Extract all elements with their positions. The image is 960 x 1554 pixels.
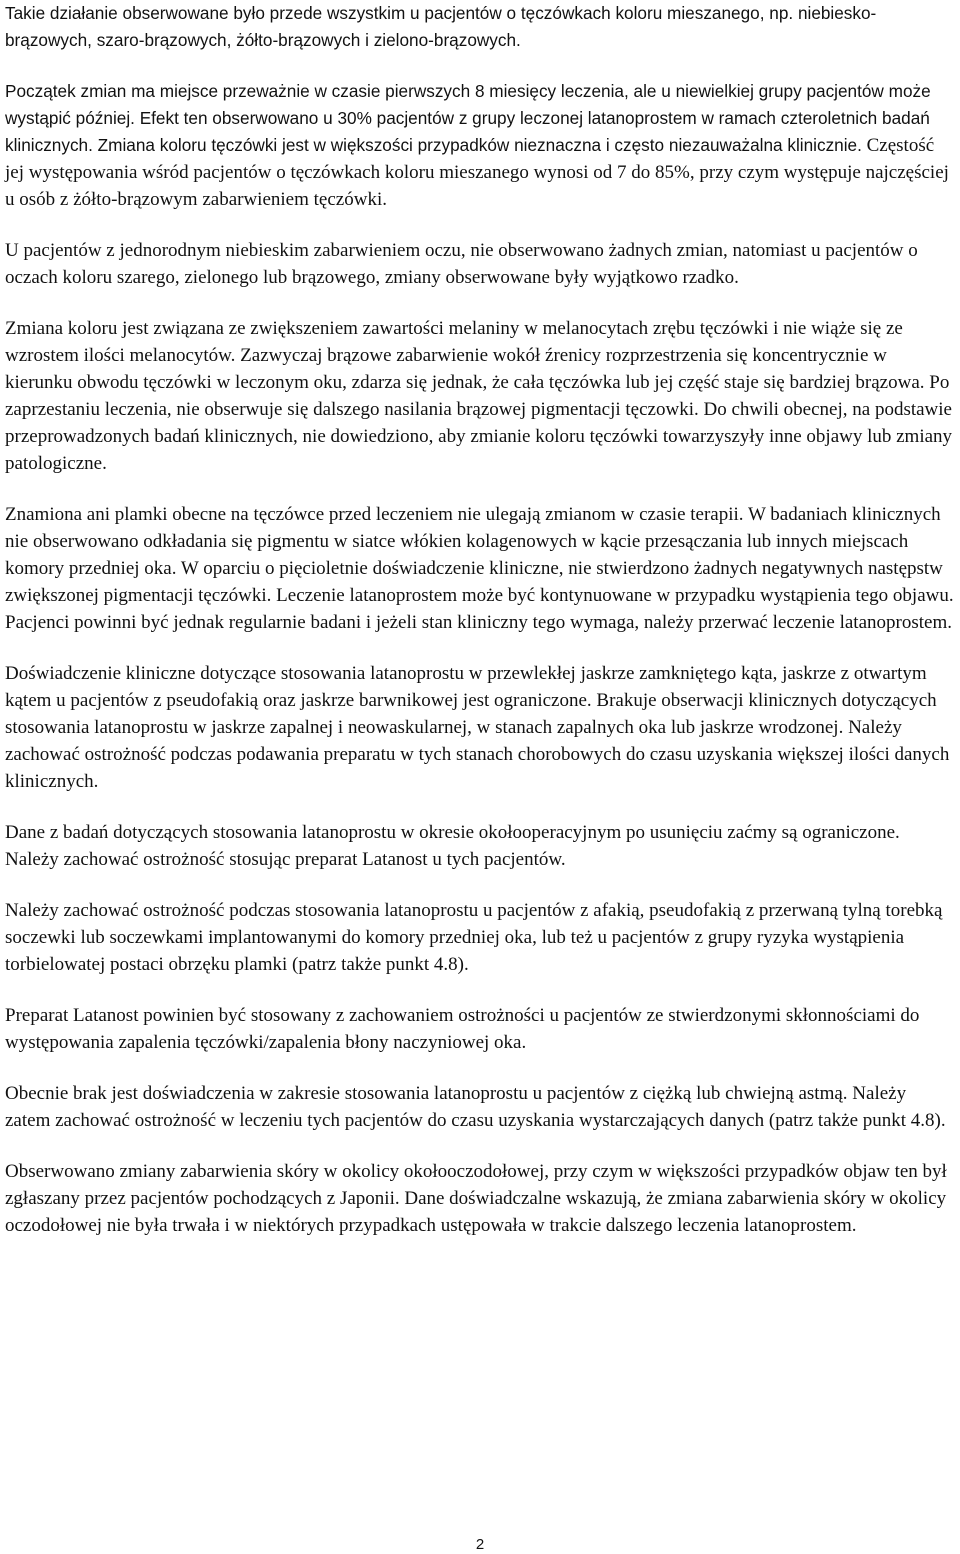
paragraph-onset-sans-part: Początek zmian ma miejsce przeważnie w czasie pierwszych 8 miesięcy leczenia, ale u niewielkiej grupy pacjentów może wystąpić później. Efekt ten obserwowano u 30% pacjentów z grupy leczonej latanoprostem w ramach czteroletnich badań klinicznych. Zmiana koloru tęczówki jest w większości przypadków nieznaczna i często niezauważalna klinicznie.	[5, 81, 931, 155]
paragraph-gap	[5, 978, 955, 1002]
paragraph-melanin-increase: Zmiana koloru jest związana ze zwiększeniem zawartości melaniny w melanocytach zrębu tęczówki i nie wiąże się ze wzrostem ilości melanocytów. Zazwyczaj brązowe zabarwienie wokół źrenicy rozprzestrzenia się koncentrycznie w kierunku obwodu tęczówki w leczonym oku, zdarza się jednak, że cała tęczówka lub jej część staje się bardziej brązowa. Po zaprzestaniu leczenia, nie obserwuje się dalszego nasilania brązowej pigmentacji tęczowki. Do chwili obecnej, na podstawie przeprowadzonych badań klinicznych, nie dowiedziono, aby zmianie koloru tęczówki towarzyszyły inne objawy lub zmiany patologiczne.	[5, 318, 953, 474]
paragraph-gap	[5, 1056, 955, 1080]
paragraph-clinical-experience-glaucoma: Doświadczenie kliniczne dotyczące stosowania latanoprostu w przewlekłej jaskrze zamkniętego kąta, jaskrze z otwartym kątem u pacjentów z pseudofakią oraz jaskrze barwnikowej jest ograniczone. Brakuje obserwacji klinicznych dotyczących stosowania latanoprostu w jaskrze zapalnej i neowaskularnej, w stanach zapalnych oka lub jaskrze wrodzonej. Należy zachować ostrożność podczas podawania preparatu w tych stanach chorobowych do czasu uzyskania większej ilości danych klinicznych.	[5, 663, 950, 792]
paragraph-gap	[5, 477, 955, 501]
paragraph-iritis-uveitis: Preparat Latanost powinien być stosowany z zachowaniem ostrożności u pacjentów ze stwierdzonymi skłonnościami do występowania zapalenia tęczówki/zapalenia błony naczyniowej oka.	[5, 1005, 920, 1053]
page-number: 2	[475, 1536, 485, 1553]
paragraph-gap	[5, 636, 955, 660]
paragraph-onset-serif-part: Częstość jej występowania wśród pacjentów o tęczówkach koloru mieszanego wynosi od 7 do 85%, przy czym występuje najczęściej u osób z żółto-brązowym zabarwieniem tęczówki.	[5, 135, 949, 210]
paragraph-gap	[5, 213, 955, 237]
paragraph-iris-mixed-color: Takie działanie obserwowane było przede wszystkim u pacjentów o tęczówkach koloru mieszanego, np. niebiesko-brązowych, szaro-brązowych, żółto-brązowych i zielono-brązowych.	[5, 3, 877, 50]
paragraph-nevi-and-freckles: Znamiona ani plamki obecne na tęczówce przed leczeniem nie ulegają zmianom w czasie terapii. W badaniach klinicznych nie obserwowano odkładania się pigmentu w siatce włókien kolagenowych w kącie przesączania lub innych miejscach komory przedniej oka. W oparciu o pięcioletnie doświadczenie kliniczne, nie stwierdzono żadnych negatywnych następstw zwiększonej pigmentacji tęczówki. Leczenie latanoprostem może być kontynuowane w przypadku wystąpienia tego objawu. Pacjenci powinni być jednak regularnie badani i jeżeli stan kliniczny tego wymaga, należy przerwać leczenie latanoprostem.	[5, 504, 954, 633]
paragraph-gap	[5, 1134, 955, 1158]
paragraph-onset-of-changes	[5, 78, 955, 213]
paragraph-aphakia-caution: Należy zachować ostrożność podczas stosowania latanoprostu u pacjentów z afakią, pseudofakią z przerwaną tylną torebką soczewki lub soczewkami implantowanymi do komory przedniej oka, lub też u pacjentów z grupy ryzyka wystąpienia torbielowatej postaci obrzęku plamki (patrz także punkt 4.8).	[5, 900, 943, 975]
paragraph-gap	[5, 291, 955, 315]
paragraph-gap	[5, 795, 955, 819]
paragraph-periorbital-skin: Obserwowano zmiany zabarwienia skóry w okolicy okołooczodołowej, przy czym w większości przypadków objaw ten był zgłaszany przez pacjentów pochodzących z Japonii. Dane doświadczalne wskazują, że zmiana zabarwienia skóry w okolicy oczodołowej nie była trwała i w niektórych przypadkach ustępowała w trakcie dalszego leczenia latanoprostem.	[5, 1161, 947, 1236]
paragraph-gap	[5, 54, 955, 78]
paragraph-asthma: Obecnie brak jest doświadczenia w zakresie stosowania latanoprostu u pacjentów z ciężką lub chwiejną astmą. Należy zatem zachować ostrożność w leczeniu tych pacjentów do czasu uzyskania wystarczających danych (patrz także punkt 4.8).	[5, 1083, 946, 1131]
paragraph-perioperative-data: Dane z badań dotyczących stosowania latanoprostu w okresie okołooperacyjnym po usunięciu zaćmy są ograniczone. Należy zachować ostrożność stosując preparat Latanost u tych pacjentów.	[5, 822, 900, 870]
paragraph-uniform-blue-eyes: U pacjentów z jednorodnym niebieskim zabarwieniem oczu, nie obserwowano żadnych zmian, natomiast u pacjentów o oczach koloru szarego, zielonego lub brązowego, zmiany obserwowane były wyjątkowo rzadko.	[5, 240, 918, 288]
document-page	[5, 0, 955, 1239]
paragraph-gap	[5, 873, 955, 897]
